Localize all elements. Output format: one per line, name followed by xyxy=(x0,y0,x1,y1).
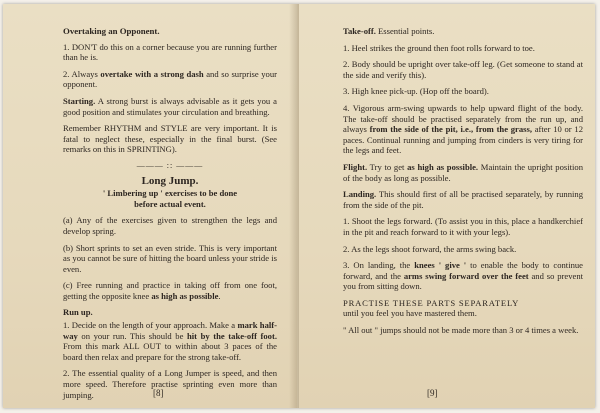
paragraph: 1. Shoot the legs forward. (To assist you in this, place a handkerchief in the pit and reach forward to it with your legs). xyxy=(343,216,583,237)
section-title-long-jump: Long Jump. xyxy=(141,174,199,187)
section-divider: ——— :: ——— xyxy=(136,160,204,170)
practise-heading: PRACTISE THESE PARTS SEPARATELY xyxy=(343,297,520,308)
paragraph: 2. The essential quality of a Long Jumper is speed, and then more speed. Therefore practise sprinting even more than jumping. xyxy=(63,368,277,400)
paragraph: 4. Vigorous arm-swing upwards to help upward flight of the body. The take-off should be practised separately from the run up, and always from the side of the pit, i.e., from the grass, after 10 or 12 paces. Continual running and jumping from cinders is very tiring for the legs and feet. xyxy=(343,102,583,156)
page-number: [8] xyxy=(153,388,164,398)
paragraph: (c) Free running and practice in taking off from one foot, getting the opposite knee as high as possible. xyxy=(63,280,277,301)
section-heading-overtaking: Overtaking an Opponent. xyxy=(63,26,160,36)
right-page xyxy=(299,4,595,408)
paragraph: 3. High knee pick-up. (Hop off the board). xyxy=(343,86,489,97)
paragraph-remember: Remember RHYTHM and STYLE are very important. It is fatal to neglect these, especially in the final burst. (See remarks on this in SPRINTING). xyxy=(63,123,277,155)
paragraph: 1. Heel strikes the ground then foot rolls forward to toe. xyxy=(343,42,535,53)
paragraph: 1. DON'T do this on a corner because you are running further than he is. xyxy=(63,41,277,63)
paragraph: 2. As the legs shoot forward, the arms swing back. xyxy=(343,243,517,254)
paragraph-landing: Landing. This should first of all be practised separately, by running from the side of the pit. xyxy=(343,189,583,210)
subtitle: before actual event. xyxy=(134,198,206,209)
section-heading-run-up: Run up. xyxy=(63,307,93,318)
paragraph: 2. Always overtake with a strong dash and so surprise your opponent. xyxy=(63,68,277,90)
paragraph-takeoff: Take-off. Essential points. xyxy=(343,26,435,36)
paragraph: until you feel you have mastered them. xyxy=(343,308,477,319)
paragraph: " All out " jumps should not be made more than 3 or 4 times a week. xyxy=(343,325,579,336)
paragraph: (b) Short sprints to set an even stride. This is very important as you cannot be sure of hitting the board unless your stride is even. xyxy=(63,242,277,274)
paragraph: 2. Body should be upright over take-off leg. (Get someone to stand at the side and verify this). xyxy=(343,59,583,80)
paragraph: (a) Any of the exercises given to strengthen the legs and develop spring. xyxy=(63,215,277,236)
left-page xyxy=(3,4,297,408)
paragraph: 3. On landing, the knees ' give ' to enable the body to continue forward, and the arms swing forward over the feet and so prevent you from sitting down. xyxy=(343,260,584,292)
subtitle: ' Limbering up ' exercises to be done xyxy=(102,188,238,199)
paragraph-starting: Starting. A strong burst is always advisable as it gets you a good position and stimulates your circulation and breathing. xyxy=(63,95,277,117)
page-number: [9] xyxy=(427,388,438,398)
paragraph-flight: Flight. Try to get as high as possible. Maintain the upright position of the body as long as possible. xyxy=(343,161,583,183)
paragraph: 1. Decide on the length of your approach. Make a mark half-way on your run. This should be hit by the take-off foot. From this mark ALL OUT to within about 3 paces of the board then relax and prepare for the strong take-off. xyxy=(63,320,277,362)
booklet-spread xyxy=(3,4,595,408)
